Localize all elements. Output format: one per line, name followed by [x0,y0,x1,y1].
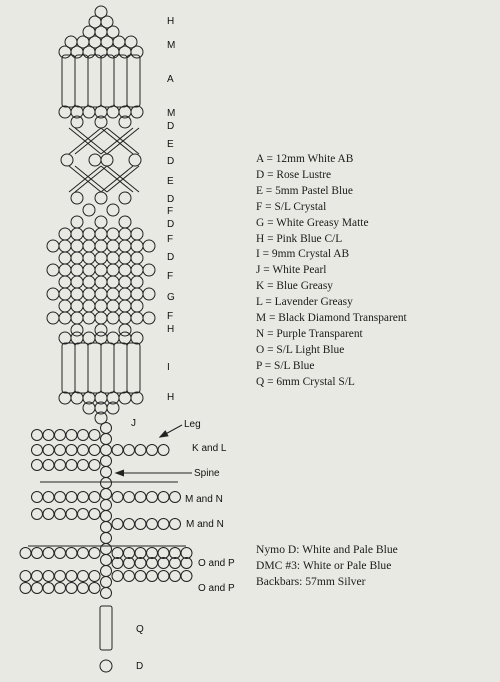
bead [71,46,83,58]
long-bead-a [114,55,127,107]
material-item: DMC #3: White or Pale Blue [256,559,392,572]
spine-arrow-head [116,470,124,475]
leg-bead [66,509,77,520]
crystal-bead [119,240,131,252]
crystal-bead [143,240,155,252]
leg-bead [78,509,89,520]
leg-bead [112,548,123,559]
bead [59,332,71,344]
bead [89,154,101,166]
bead [119,192,131,204]
bead [119,332,131,344]
bead [119,46,131,58]
leg-bead [124,519,135,530]
leg-bead [158,571,169,582]
leg-bead [43,583,54,594]
bead [59,46,71,58]
crystal-bead [71,264,83,276]
crystal-bead [119,252,131,264]
leg-bead [112,571,123,582]
bead [83,204,95,216]
crystal-bead [47,312,59,324]
bead [71,216,83,228]
leg-bead [170,558,181,569]
crystal-bead [71,288,83,300]
leg-bead [66,430,77,441]
crystal-bead [143,264,155,276]
leg-bead [55,571,66,582]
crystal-bead [95,312,107,324]
bead [95,332,107,344]
leg-bead [147,571,158,582]
leg-bead [55,492,66,503]
legend-item: F = S/L Crystal [256,200,327,213]
leg-bead [32,445,43,456]
leg-bead [89,509,100,520]
spine-bead [101,522,112,533]
leg-bead [43,460,54,471]
crystal-bead [95,288,107,300]
bead [71,192,83,204]
bead [131,46,143,58]
bead [107,332,119,344]
crystal-bead [95,240,107,252]
strip-label: D [167,219,175,230]
legend-item: O = S/L Light Blue [256,343,345,356]
legend-item: H = Pink Blue C/L [256,232,343,245]
crystal-bead [107,240,119,252]
crystal-bead [131,252,143,264]
crystal-bead [107,312,119,324]
leg-bead [147,519,158,530]
legend-item: E = 5mm Pastel Blue [256,184,353,197]
long-bead-q [100,606,112,650]
leg-bead [112,492,123,503]
strip-label: M [167,40,176,51]
spine-bead [101,434,112,445]
materials-list [256,542,398,590]
long-bead-a [127,55,140,107]
leg-bead [66,460,77,471]
crystal-bead [131,240,143,252]
leg-bead [124,548,135,559]
strip-label: E [167,176,174,187]
leg-bead [158,558,169,569]
spine-bead [101,544,112,555]
leg-bead [135,558,146,569]
strip-label: D [167,156,175,167]
leg-bead [135,571,146,582]
label-k-and-l: K and L [192,443,227,454]
bead [71,392,83,404]
strip-label: F [167,206,174,217]
bead [119,216,131,228]
legend-item: A = 12mm White AB [256,153,354,165]
leg-bead [147,445,158,456]
crystal-bead [71,276,83,288]
leg-bead [78,583,89,594]
strip-label: D [167,252,175,263]
crystal-bead [95,276,107,288]
leg-bead [170,519,181,530]
leg-bead [32,571,43,582]
leg-bead [112,445,123,456]
crystal-bead [83,240,95,252]
leg-bead [78,548,89,559]
strip-label: A [167,74,174,85]
crystal-bead [47,264,59,276]
legend-item: P = S/L Blue [256,359,315,372]
leg-bead [78,430,89,441]
crystal-bead [119,288,131,300]
crystal-bead [107,288,119,300]
leg-bead [89,583,100,594]
bead [131,106,143,118]
legend-item: K = Blue Greasy [256,280,333,293]
label-m-and-n-2: M and N [186,519,224,530]
leg-bead [43,548,54,559]
crystal-bead [59,276,71,288]
bead [95,216,107,228]
leg-bead [135,445,146,456]
leg-bead [158,519,169,530]
long-bead-i [101,343,114,393]
crystal-bead [131,276,143,288]
leg-bead [89,492,100,503]
long-bead-i [88,343,101,393]
legend-item: J = White Pearl [256,264,327,277]
leg-bead [170,548,181,559]
leg-arrow-head [160,431,168,437]
leg-bead [112,519,123,530]
label-j: J [131,418,136,429]
strip-label: M [167,108,176,119]
crystal-bead [59,300,71,312]
end-bead [100,660,112,672]
spine-bead [101,478,112,489]
leg-bead [124,492,135,503]
leg-bead [43,509,54,520]
crystal-bead [143,288,155,300]
spine-and-legs [20,423,192,673]
leg-bead [135,492,146,503]
bead [101,154,113,166]
long-bead-i [114,343,127,393]
leg-bead [78,445,89,456]
crystal-bead [71,312,83,324]
leg-bead [181,558,192,569]
leg-bead [55,583,66,594]
label-o-and-p-2: O and P [198,583,235,594]
spine-bead [101,500,112,511]
leg-bead [147,548,158,559]
crystal-bead [47,240,59,252]
crystal-bead [95,300,107,312]
leg-bead [32,548,43,559]
leg-bead [66,492,77,503]
bead [59,106,71,118]
crystal-bead [59,240,71,252]
bead [71,332,83,344]
legend-item: M = Black Diamond Transparent [256,312,407,325]
label-spine: Spine [194,468,220,479]
strip-label: G [167,292,175,303]
crystal-bead [83,288,95,300]
crystal-bead [59,228,71,240]
leg-bead [89,460,100,471]
crystal-bead [59,252,71,264]
leg-bead [55,548,66,559]
crystal-bead [59,264,71,276]
crystal-bead [83,264,95,276]
leg-bead [66,571,77,582]
leg-bead [124,571,135,582]
strip-label: I [167,362,170,373]
leg-bead [181,548,192,559]
bead [129,154,141,166]
crystal-bead [107,264,119,276]
crystal-bead [83,228,95,240]
long-bead-a [101,55,114,107]
bead [107,204,119,216]
material-item: Nymo D: White and Pale Blue [256,543,398,556]
spine-bead [101,511,112,522]
bead [83,332,95,344]
bead [83,106,95,118]
spine-bead [101,533,112,544]
leg-bead [55,509,66,520]
crystal-bead [119,312,131,324]
crystal-bead [47,288,59,300]
leg-bead [124,558,135,569]
strip-label: H [167,324,175,335]
leg-bead [158,492,169,503]
crystal-bead [107,228,119,240]
bead [95,192,107,204]
leg-bead [66,583,77,594]
leg-bead [78,492,89,503]
legend-item: Q = 6mm Crystal S/L [256,375,355,388]
bead [107,106,119,118]
long-bead-a [75,55,88,107]
leg-bead [158,548,169,559]
bead [131,332,143,344]
crystal-bead [71,252,83,264]
label-q: Q [136,624,144,635]
spine-bead [101,423,112,434]
crystal-bead [131,264,143,276]
crystal-bead [83,312,95,324]
leg-bead [66,548,77,559]
leg-bead [78,460,89,471]
leg-bead [32,460,43,471]
crystal-bead [119,264,131,276]
crystal-bead [83,276,95,288]
crystal-bead [131,300,143,312]
crystal-bead [95,264,107,276]
crystal-bead [71,300,83,312]
crystal-bead [95,252,107,264]
crystal-bead [59,312,71,324]
spine-bead [101,489,112,500]
long-bead-a [88,55,101,107]
leg-bead [55,460,66,471]
leg-bead [147,492,158,503]
bead [131,392,143,404]
crystal-bead [143,312,155,324]
leg-bead [43,430,54,441]
legend-item: N = Purple Transparent [256,327,363,340]
crystal-bead [83,300,95,312]
strip-label: D [167,121,175,132]
leg-bead [55,430,66,441]
leg-bead [112,558,123,569]
leg-bead [20,583,31,594]
crystal-bead [59,288,71,300]
label-o-and-p-1: O and P [198,558,235,569]
leg-bead [32,509,43,520]
crystal-bead [107,276,119,288]
crystal-bead [107,300,119,312]
leg-bead [55,445,66,456]
long-bead-i [127,343,140,393]
crystal-bead [71,240,83,252]
leg-bead [135,548,146,559]
label-m-and-n-1: M and N [185,494,223,505]
leg-bead [135,519,146,530]
leg-bead [170,571,181,582]
crystal-bead [95,228,107,240]
strip-label: D [167,194,175,205]
long-bead-a [62,55,75,107]
leg-bead [43,571,54,582]
legend-item: G = White Greasy Matte [256,216,369,229]
leg-bead [89,445,100,456]
legend-item: D = Rose Lustre [256,168,332,181]
spine-bead [101,588,112,599]
leg-bead [158,445,169,456]
spine-bead [101,456,112,467]
strip-label: H [167,392,175,403]
spine-bead [101,445,112,456]
strip-label: E [167,139,174,150]
bead [119,392,131,404]
bead-strip [47,6,155,424]
strip-label: F [167,311,174,322]
long-bead-i [62,343,75,393]
crystal-bead [119,300,131,312]
leg-bead [147,558,158,569]
leg-bead [43,445,54,456]
crystal-bead [131,312,143,324]
spine-bead [101,566,112,577]
crystal-bead [119,276,131,288]
bead [59,392,71,404]
strip-label: F [167,234,174,245]
leg-bead [89,430,100,441]
leg-bead [20,548,31,559]
spine-bead [101,555,112,566]
legend-item: L = Lavender Greasy [256,296,353,309]
leg-bead [170,492,181,503]
legend-item: I = 9mm Crystal AB [256,248,350,261]
leg-bead [32,583,43,594]
label-leg: Leg [184,419,201,430]
crystal-bead [131,228,143,240]
crystal-bead [71,228,83,240]
leg-bead [66,445,77,456]
strip-label: F [167,271,174,282]
leg-bead [124,445,135,456]
leg-bead [181,571,192,582]
bead-legend [256,152,407,391]
leg-bead [78,571,89,582]
spine-bead [101,467,112,478]
leg-bead [43,492,54,503]
leg-bead [89,548,100,559]
bead [61,154,73,166]
label-d-bottom: D [136,661,144,672]
crystal-bead [131,288,143,300]
leg-bead [32,430,43,441]
crystal-bead [107,252,119,264]
strip-label: H [167,16,175,27]
long-bead-i [75,343,88,393]
spine-bead [101,577,112,588]
material-item: Backbars: 57mm Silver [256,575,366,588]
leg-bead [89,571,100,582]
crystal-bead [119,228,131,240]
leg-bead [32,492,43,503]
crystal-bead [83,252,95,264]
leg-bead [20,571,31,582]
